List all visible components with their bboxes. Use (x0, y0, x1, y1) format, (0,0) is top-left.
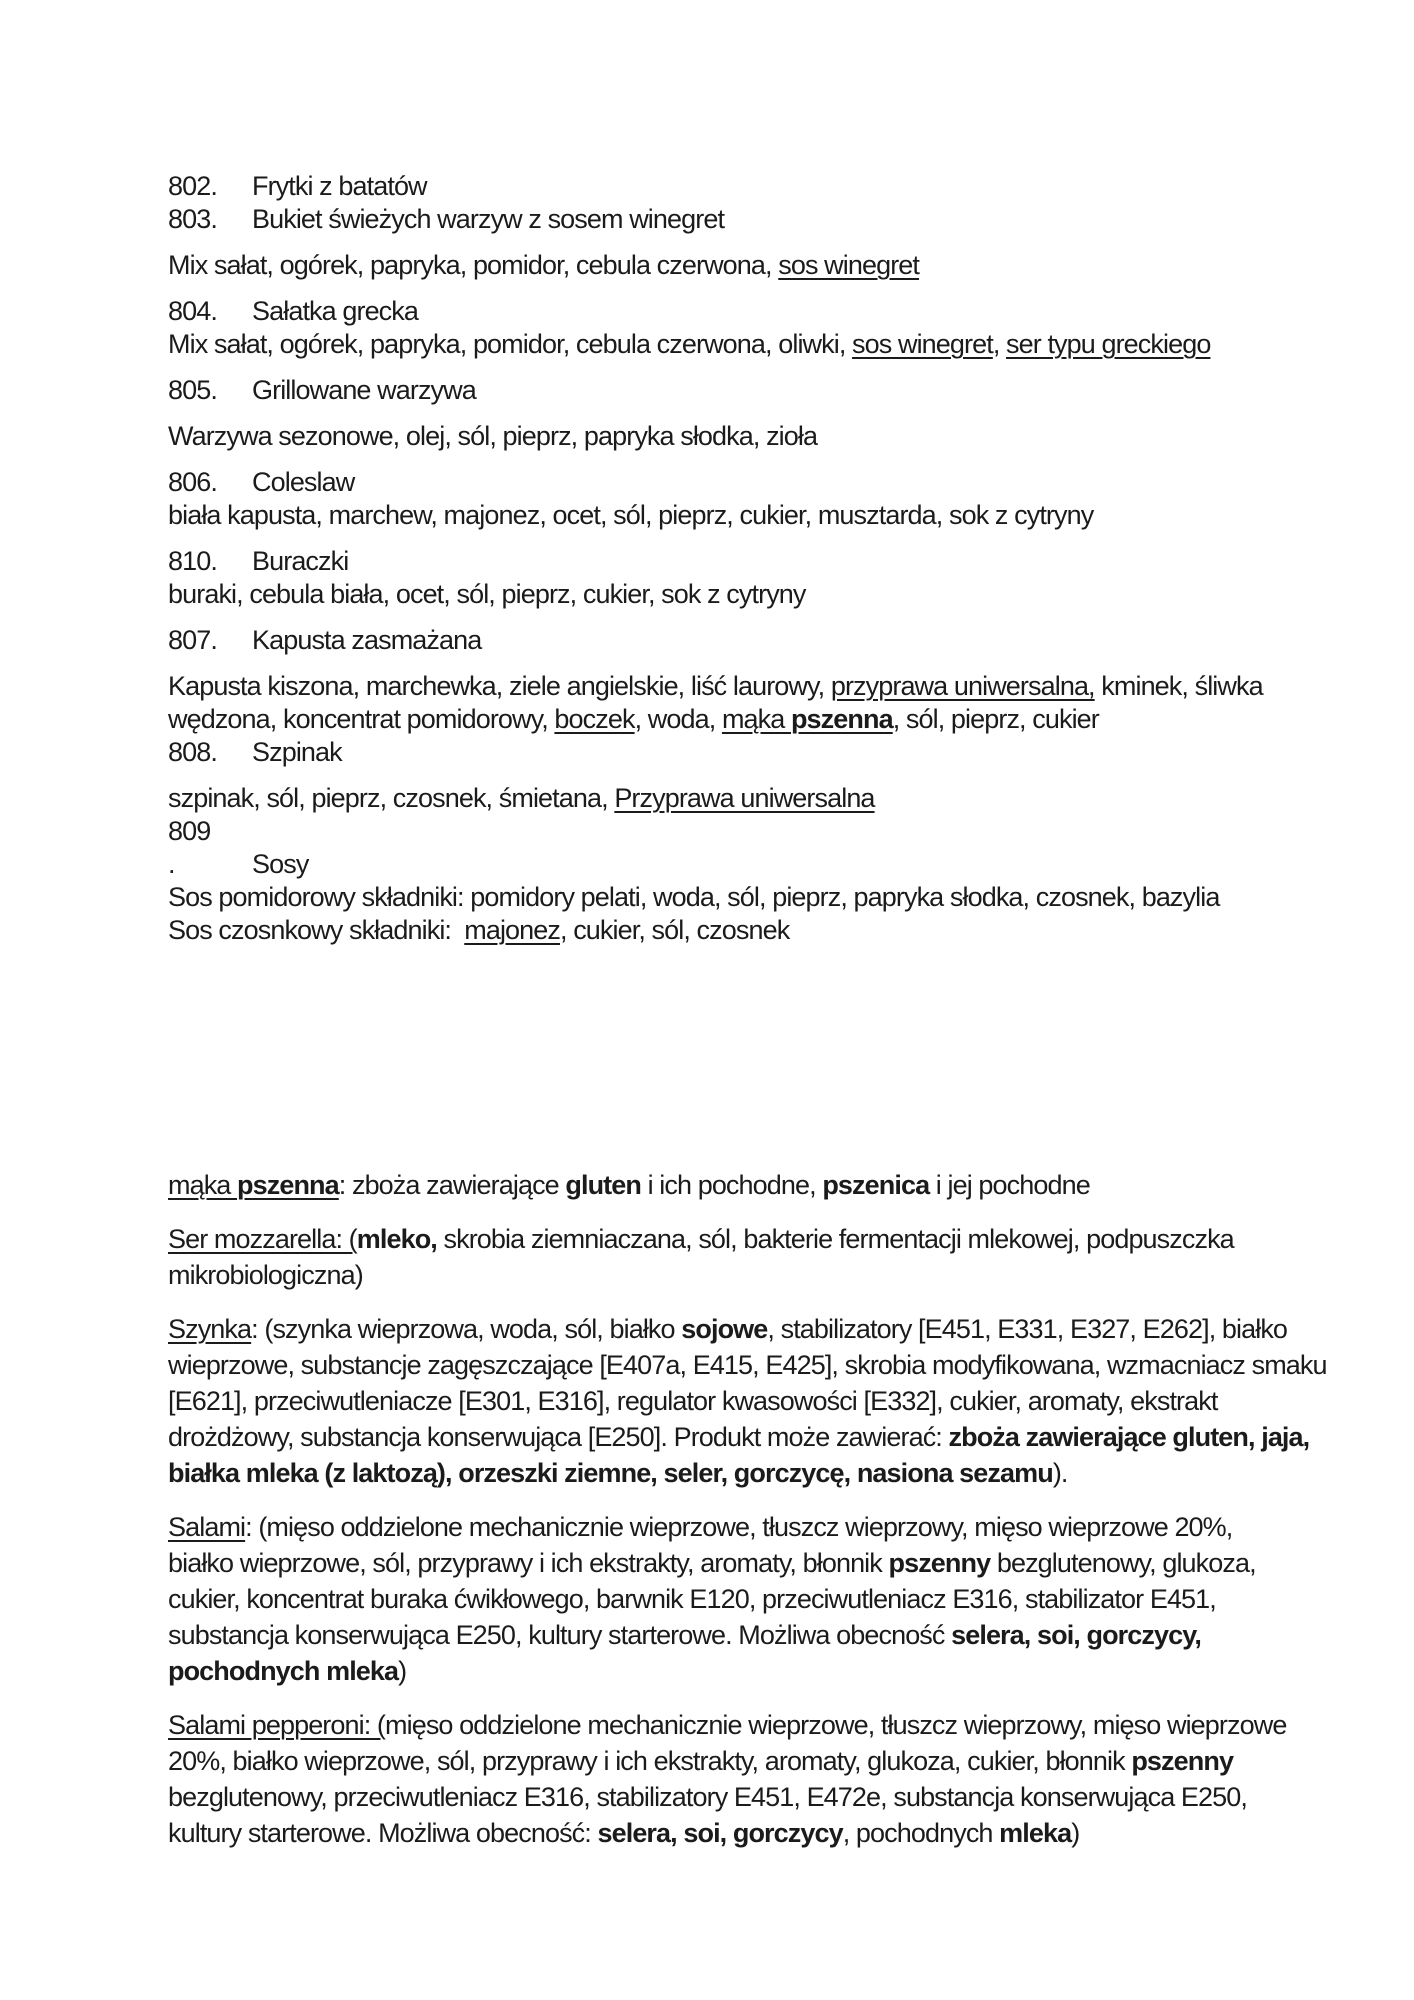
text-line (168, 545, 1294, 578)
text-segment: wieprzowe, substancje zagęszczające [E407a, E415, E425], skrobia modyfikowana, wzmacniacz smaku (168, 1350, 1327, 1380)
text-segment: , sól, pieprz, cukier (892, 704, 1099, 734)
text-segment: Mix sałat, ogórek, papryka, pomidor, cebula czerwona, oliwki, (168, 329, 853, 359)
text-line (168, 1311, 1294, 1347)
text-line (168, 815, 1294, 848)
text-segment: kminek, śliwka (1094, 671, 1263, 701)
text-segment: biała kapusta, marchew, majonez, ocet, sól, pieprz, cukier, musztarda, sok z cytryny (168, 500, 1094, 530)
text-segment: : (szynka wieprzowa, woda, sól, białko (251, 1314, 682, 1344)
item-number: 802. (168, 171, 217, 201)
text-segment: boczek (554, 704, 635, 734)
text-line (168, 170, 1294, 203)
text-segment: mąka (721, 704, 791, 734)
paragraph-block (168, 249, 1294, 282)
text-segment: , woda, (634, 704, 722, 734)
allergen-legend (168, 1167, 1327, 1851)
text-segment: ser typu greckiego (1006, 329, 1211, 359)
text-segment: Sos czosnkowy składniki: (168, 915, 465, 945)
text-segment: drożdżowy, substancja konserwująca [E250]. Produkt może zawierać: (168, 1422, 949, 1452)
text-line (168, 1581, 1294, 1617)
text-line (168, 1383, 1294, 1419)
text-line (168, 1779, 1294, 1815)
text-segment: skrobia ziemniaczana, sól, bakterie fermentacji mlekowej, podpuszczka (436, 1224, 1234, 1254)
text-segment: gluten (565, 1170, 641, 1200)
text-segment: mleko, (356, 1224, 437, 1254)
paragraph-block (168, 1167, 1294, 1203)
text-segment: Salami (168, 1512, 246, 1542)
text-segment: 809 (168, 816, 211, 846)
text-segment: pszenna (790, 704, 893, 734)
text-segment: białka mleka (z laktozą), orzeszki ziemne, seler, gorczycę, nasiona sezamu (168, 1458, 1053, 1488)
paragraph-block (168, 624, 1294, 657)
paragraph-block (168, 466, 1294, 532)
text-line (168, 466, 1294, 499)
text-segment: , pochodnych (842, 1818, 1000, 1848)
paragraph-block (168, 1707, 1294, 1851)
text-line (168, 1167, 1294, 1203)
text-segment: pszenna (237, 1170, 339, 1200)
text-segment: , cukier, sól, czosnek (560, 915, 790, 945)
text-line (168, 848, 1294, 881)
text-segment: kultury starterowe. Możliwa obecność: (168, 1818, 598, 1848)
text-segment: substancja konserwująca E250, kultury starterowe. Możliwa obecność (168, 1620, 952, 1650)
text-segment: Grillowane warzywa (252, 375, 476, 405)
text-segment: Salami pepperoni: ( (168, 1710, 386, 1740)
text-segment: pszenica (822, 1170, 930, 1200)
item-number: 807. (168, 625, 217, 655)
text-segment: Mix sałat, ogórek, papryka, pomidor, cebula czerwona, (168, 250, 779, 280)
text-line (168, 736, 1294, 769)
text-segment: Szynka (168, 1314, 252, 1344)
text-line (168, 1455, 1294, 1491)
text-line (168, 1743, 1294, 1779)
text-segment: pszenny (888, 1548, 991, 1578)
text-segment: ) (1071, 1818, 1080, 1848)
text-segment: pszenny (1131, 1746, 1234, 1776)
paragraph-block (168, 1221, 1294, 1293)
text-segment: pochodnych mleka (168, 1656, 399, 1686)
text-segment: sojowe (681, 1314, 768, 1344)
text-segment: szpinak, sól, pieprz, czosnek, śmietana, (168, 783, 615, 813)
text-segment: mikrobiologiczna) (168, 1260, 363, 1290)
text-line (168, 249, 1294, 282)
item-number: 806. (168, 467, 217, 497)
text-segment: cukier, koncentrat buraka ćwikłowego, barwnik E120, przeciwutleniacz E316, stabilizator E451, (168, 1584, 1216, 1614)
text-segment: , (992, 329, 1007, 359)
text-segment: 20%, białko wieprzowe, sól, przyprawy i ich ekstrakty, aromaty, glukoza, cukier, błonnik (168, 1746, 1132, 1776)
text-segment: buraki, cebula biała, ocet, sól, pieprz, cukier, sok z cytryny (168, 579, 806, 609)
text-segment: wędzona, koncentrat pomidorowy, (168, 704, 555, 734)
text-line (168, 578, 1294, 611)
item-number: 805. (168, 375, 217, 405)
paragraph-block (168, 374, 1294, 407)
text-segment: : (mięso oddzielone mechanicznie wieprzowe, tłuszcz wieprzowy, mięso wieprzowe 20%, (245, 1512, 1233, 1542)
paragraph-block (168, 670, 1294, 769)
text-line (168, 295, 1294, 328)
text-segment: Buraczki (252, 546, 349, 576)
text-segment: selera, soi, gorczycy (597, 1818, 843, 1848)
text-line (168, 881, 1294, 914)
text-line (168, 1221, 1294, 1257)
text-line (168, 499, 1294, 532)
text-segment: Ser mozzarella: ( (168, 1224, 357, 1254)
text-segment: białko wieprzowe, sól, przyprawy i ich ekstrakty, aromaty, błonnik (168, 1548, 889, 1578)
text-segment: Warzywa sezonowe, olej, sól, pieprz, papryka słodka, zioła (168, 421, 818, 451)
text-segment: i ich pochodne, (640, 1170, 823, 1200)
text-segment: Bukiet świeżych warzyw z sosem winegret (252, 204, 725, 234)
text-segment: sos winegret (852, 329, 993, 359)
text-segment: : zboża zawierające (338, 1170, 566, 1200)
text-segment: ). (1052, 1458, 1068, 1488)
paragraph-block (168, 420, 1294, 453)
paragraph-block (168, 1311, 1327, 1491)
text-line (168, 1347, 1327, 1383)
text-line (168, 1419, 1310, 1455)
text-line (168, 1617, 1294, 1653)
text-segment: zboża zawierające gluten, jaja, (948, 1422, 1310, 1452)
text-segment: sos winegret (778, 250, 920, 280)
text-line (168, 782, 1294, 815)
text-line (168, 1815, 1294, 1851)
text-segment: Sałatka grecka (252, 296, 418, 326)
item-number: 804. (168, 296, 217, 326)
text-segment: Frytki z batatów (252, 171, 427, 201)
text-line (168, 1545, 1294, 1581)
text-segment: mąka (168, 1170, 238, 1200)
text-segment: przyprawa uniwersalna, (830, 671, 1095, 701)
text-segment: Sosy (252, 849, 309, 879)
text-segment: Przyprawa uniwersalna (614, 783, 875, 813)
text-line (168, 1509, 1294, 1545)
text-segment: bezglutenowy, przeciwutleniacz E316, stabilizatory E451, E472e, substancja konserwująca E250, (168, 1782, 1247, 1812)
text-line (168, 203, 1294, 236)
text-line (168, 1707, 1294, 1743)
text-segment: mleka (999, 1818, 1072, 1848)
text-segment: [E621], przeciwutleniacze [E301, E316], regulator kwasowości [E332], cukier, aromaty, ekstrakt (168, 1386, 1218, 1416)
text-segment: majonez (464, 915, 560, 945)
text-segment: ) (398, 1656, 407, 1686)
text-segment: selera, soi, gorczycy, (951, 1620, 1201, 1650)
text-line (168, 670, 1294, 703)
paragraph-block (168, 170, 1294, 236)
text-line (168, 328, 1294, 361)
menu-item-list (168, 170, 1294, 947)
paragraph-block (168, 1509, 1294, 1689)
text-segment: mięso oddzielone mechanicznie wieprzowe, tłuszcz wieprzowy, mięso wieprzowe (385, 1710, 1287, 1740)
paragraph-block (168, 782, 1294, 947)
text-line (168, 374, 1294, 407)
item-number: 808. (168, 737, 217, 767)
text-segment: Kapusta kiszona, marchewka, ziele angielskie, liść laurowy, (168, 671, 831, 701)
paragraph-block (168, 295, 1294, 361)
text-segment: Sos pomidorowy składniki: pomidory pelati, woda, sól, pieprz, papryka słodka, czosnek, bazylia (168, 882, 1220, 912)
text-line (168, 624, 1294, 657)
paragraph-block (168, 545, 1294, 611)
item-number: . (168, 849, 175, 879)
text-line (168, 703, 1294, 736)
text-segment: Coleslaw (252, 467, 355, 497)
text-segment: i jej pochodne (929, 1170, 1090, 1200)
text-segment: , stabilizatory [E451, E331, E327, E262], białko (767, 1314, 1288, 1344)
text-line (168, 1653, 1294, 1689)
text-line (168, 1257, 1294, 1293)
text-segment: Szpinak (252, 737, 342, 767)
text-segment: Kapusta zasmażana (252, 625, 482, 655)
text-segment: bezglutenowy, glukoza, (990, 1548, 1256, 1578)
item-number: 810. (168, 546, 217, 576)
item-number: 803. (168, 204, 217, 234)
text-line (168, 914, 1294, 947)
text-line (168, 420, 1294, 453)
